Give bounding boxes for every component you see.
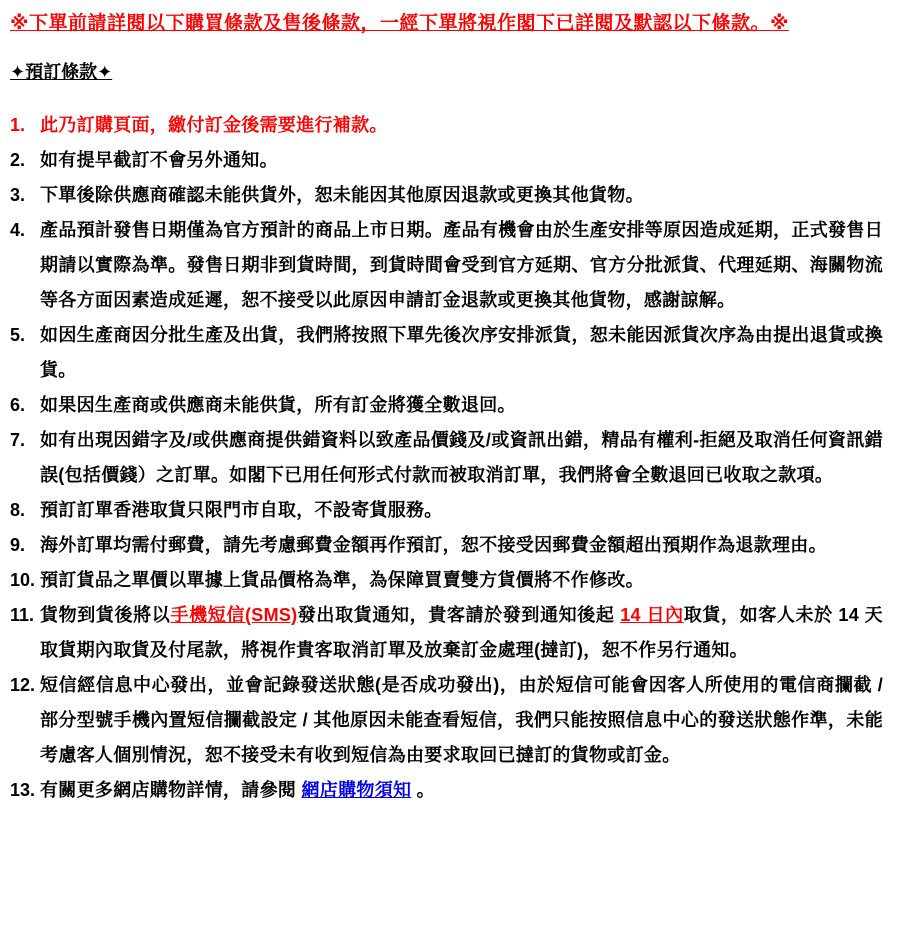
term-number: 2. [10,150,26,170]
term-text [40,143,883,178]
term-text-segment: 此乃訂購頁面，繳付訂金後需要進行補款。 [40,115,388,135]
term-item [10,318,883,388]
term-text [40,318,883,388]
term-text-segment: 。 [411,780,435,800]
term-number: 12. [10,675,36,695]
term-text [40,213,883,318]
term-text [40,108,883,143]
term-number: 11. [10,605,35,625]
term-item [10,528,883,563]
term-text [40,563,883,598]
term-text [40,178,883,213]
term-text-segment: 短信經信息中心發出，並會記錄發送狀態(是否成功發出)，由於短信可能會因客人所使用的電信商攔截 / 部分型號手機內置短信攔截設定 / 其他原因未能查看短信，我們只能按照信息中心的發送狀態作準，未能考慮客人個別情況，恕不接受未有收到短信為由要求取回已撻訂的貨物或訂金。 [40,675,883,765]
term-item [10,388,883,423]
term-text [40,423,883,493]
term-text-segment: 如有出現因錯字及/或供應商提供錯資料以致產品價錢及/或資訊出錯，精品有權利-拒絕及取消任何資訊錯誤(包括價錢）之訂單。如閣下已用任何形式付款而被取消訂單，我們將會全數退回已收取之款項。 [40,430,883,485]
term-text-segment: 產品預計發售日期僅為官方預計的商品上市日期。產品有機會由於生產安排等原因造成延期，正式發售日期請以實際為準。發售日期非到貨時間，到貨時間會受到官方延期、官方分批派貨、代理延期、海關物流等各方面因素造成延遲，恕不接受以此原因申請訂金退款或更換其他貨物，感謝諒解。 [40,220,883,310]
highlighted-text: 手機短信(SMS) [170,605,298,625]
pre-order-warning-banner: ※下單前請詳閱以下購買條款及售後條款，一經下單將視作閣下已詳閱及默認以下條款。※ [10,13,789,34]
term-number: 8. [10,500,26,520]
term-item [10,108,883,143]
term-text-segment: 如因生產商因分批生產及出貨，我們將按照下單先後次序安排派貨，恕未能因派貨次序為由提出退貨或換貨。 [40,325,883,380]
term-text-segment: 海外訂單均需付郵費，請先考慮郵費金額再作預訂，恕不接受因郵費金額超出預期作為退款理由。 [40,535,827,555]
highlighted-text: 14 日內 [620,605,684,625]
term-number: 7. [10,430,26,450]
term-item [10,423,883,493]
term-text-segment: 貨物到貨後將以 [40,605,171,625]
term-text-segment: 取貨，如客人未於 14 天取貨期內取貨及付尾款，將視作貴客取消訂單及放棄訂金處理(撻訂)，恕不作另行通知。 [40,605,883,660]
term-number: 4. [10,220,26,240]
term-text-segment: 有關更多網店購物詳情，請參閱 [40,780,302,800]
term-text-segment: 下單後除供應商確認未能供貨外，恕未能因其他原因退款或更換其他貨物。 [40,185,644,205]
term-text-segment: 如果因生產商或供應商未能供貨，所有訂金將獲全數退回。 [40,395,516,415]
term-text [40,668,883,773]
term-item [10,773,883,808]
term-text [40,598,883,668]
term-number: 5. [10,325,26,345]
term-item [10,213,883,318]
term-number: 9. [10,535,26,555]
term-item [10,563,883,598]
term-text-segment: 如有提早截訂不會另外通知。 [40,150,278,170]
term-text-segment: 發出取貨通知，貴客請於發到通知後起 [297,605,621,625]
term-text [40,528,883,563]
term-item [10,178,883,213]
term-number: 3. [10,185,26,205]
terms-list [10,108,883,808]
term-item [10,493,883,528]
term-number: 13. [10,780,36,800]
term-number: 6. [10,395,26,415]
term-text-segment: 預訂訂單香港取貨只限門市自取，不設寄貨服務。 [40,500,443,520]
term-text-segment: 預訂貨品之單價以單據上貨品價格為準，為保障買賣雙方貨價將不作修改。 [40,570,644,590]
term-item [10,143,883,178]
term-text [40,493,883,528]
term-item [10,598,883,668]
term-number: 1. [10,115,26,135]
term-text [40,388,883,423]
term-item [10,668,883,773]
section-title-pre-order-terms: ✦預訂條款✦ [10,62,113,82]
term-text [40,773,883,808]
term-number: 10. [10,570,36,590]
shop-notice-link[interactable]: 網店購物須知 [301,780,412,800]
